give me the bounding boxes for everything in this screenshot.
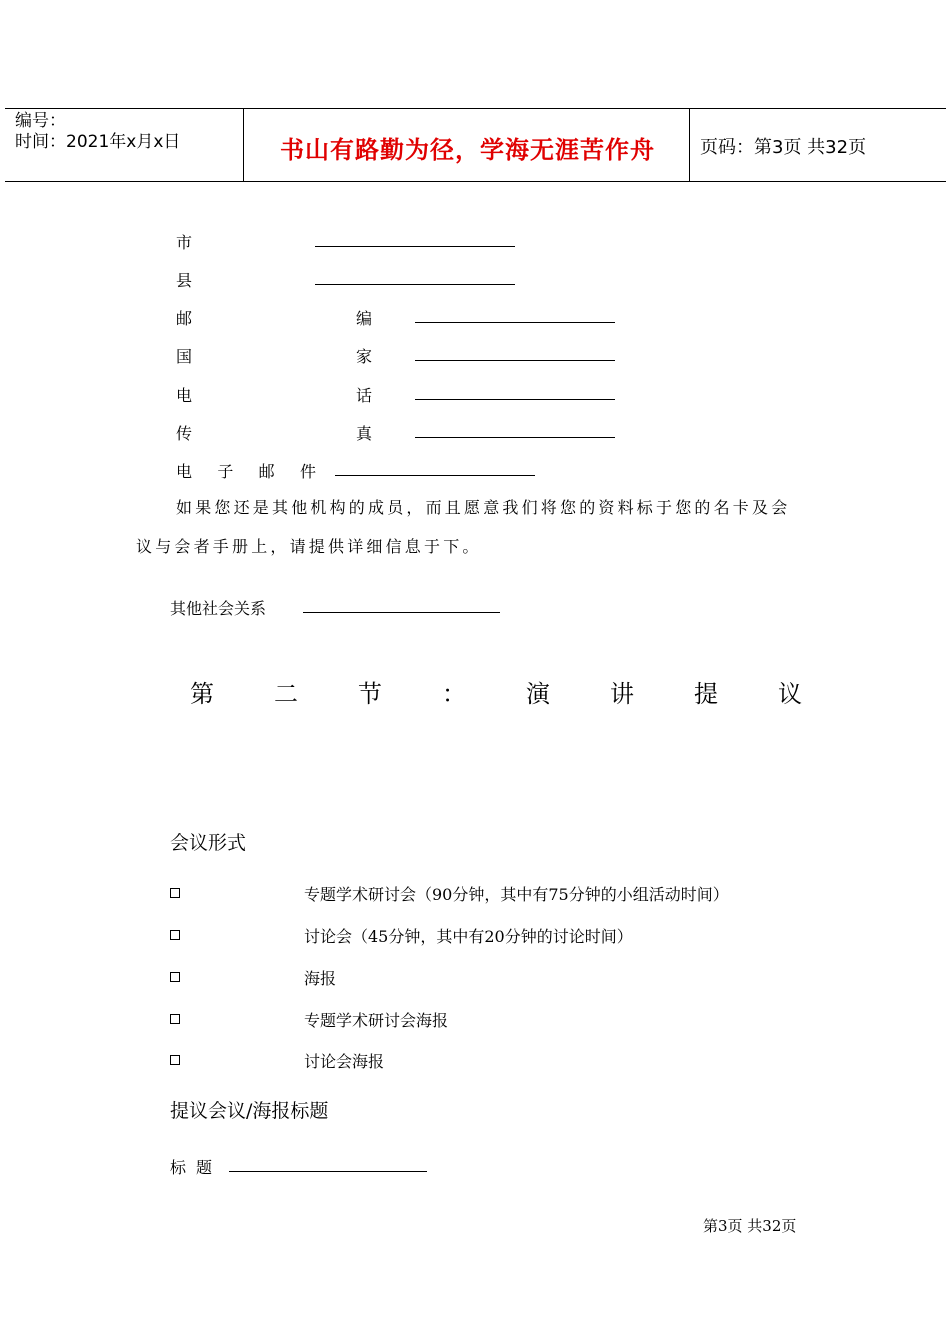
meeting-format-heading: 会议形式 (170, 832, 247, 854)
checkbox-discussion[interactable] (170, 930, 180, 940)
option-symposium-poster: 专题学术研讨会海报 (304, 1011, 449, 1030)
email-label: 电 子 邮 件 (176, 462, 316, 481)
postcode-line[interactable] (415, 322, 615, 323)
fax-label-1: 传 (176, 424, 193, 443)
fax-line[interactable] (415, 437, 615, 438)
county-label: 县 (176, 271, 193, 290)
county-line[interactable] (315, 284, 515, 285)
option-discussion-poster: 讨论会海报 (304, 1052, 385, 1071)
city-line[interactable] (315, 246, 515, 247)
option-discussion: 讨论会（45分钟，其中有20分钟的讨论时间） (304, 927, 633, 946)
header-meta (15, 111, 180, 153)
date-label: 时间：2021年x月x日 (15, 132, 181, 152)
header-page-info: 页码：第3页 共32页 (700, 137, 867, 158)
header-divider (243, 109, 244, 181)
postcode-label-2: 编 (356, 309, 373, 328)
country-label-2: 家 (356, 347, 373, 366)
title-label: 标 题 (170, 1158, 212, 1177)
phone-label-2: 话 (356, 386, 373, 405)
other-relations-line[interactable] (303, 612, 500, 613)
checkbox-symposium[interactable] (170, 888, 180, 898)
option-poster: 海报 (304, 969, 337, 988)
title-line[interactable] (229, 1171, 427, 1172)
header-motto: 书山有路勤为径，学海无涯苦作舟 (280, 136, 655, 164)
proposal-heading: 提议会议/海报标题 (170, 1100, 329, 1122)
phone-label-1: 电 (176, 386, 193, 405)
option-symposium: 专题学术研讨会（90分钟，其中有75分钟的小组活动时间） (304, 885, 729, 904)
checkbox-symposium-poster[interactable] (170, 1014, 180, 1024)
other-relations-label: 其他社会关系 (170, 599, 267, 618)
country-line[interactable] (415, 360, 615, 361)
page-footer: 第3页 共32页 (703, 1217, 797, 1235)
postcode-label-1: 邮 (176, 309, 193, 328)
section-title: 第 二 节 ： 演 讲 提 议 (190, 680, 802, 708)
number-label: 编号： (15, 111, 66, 131)
country-label-1: 国 (176, 347, 193, 366)
phone-line[interactable] (415, 399, 615, 400)
checkbox-discussion-poster[interactable] (170, 1055, 180, 1065)
membership-paragraph: 如果您还是其他机构的成员，而且愿意我们将您的资料标于您的名卡及会 议与会者手册上，请提供详细信息于下。 (136, 498, 791, 556)
email-line[interactable] (335, 475, 535, 476)
page-header (5, 108, 946, 182)
header-divider (689, 109, 690, 181)
fax-label-2: 真 (356, 424, 373, 443)
checkbox-poster[interactable] (170, 972, 180, 982)
city-label: 市 (176, 233, 193, 252)
